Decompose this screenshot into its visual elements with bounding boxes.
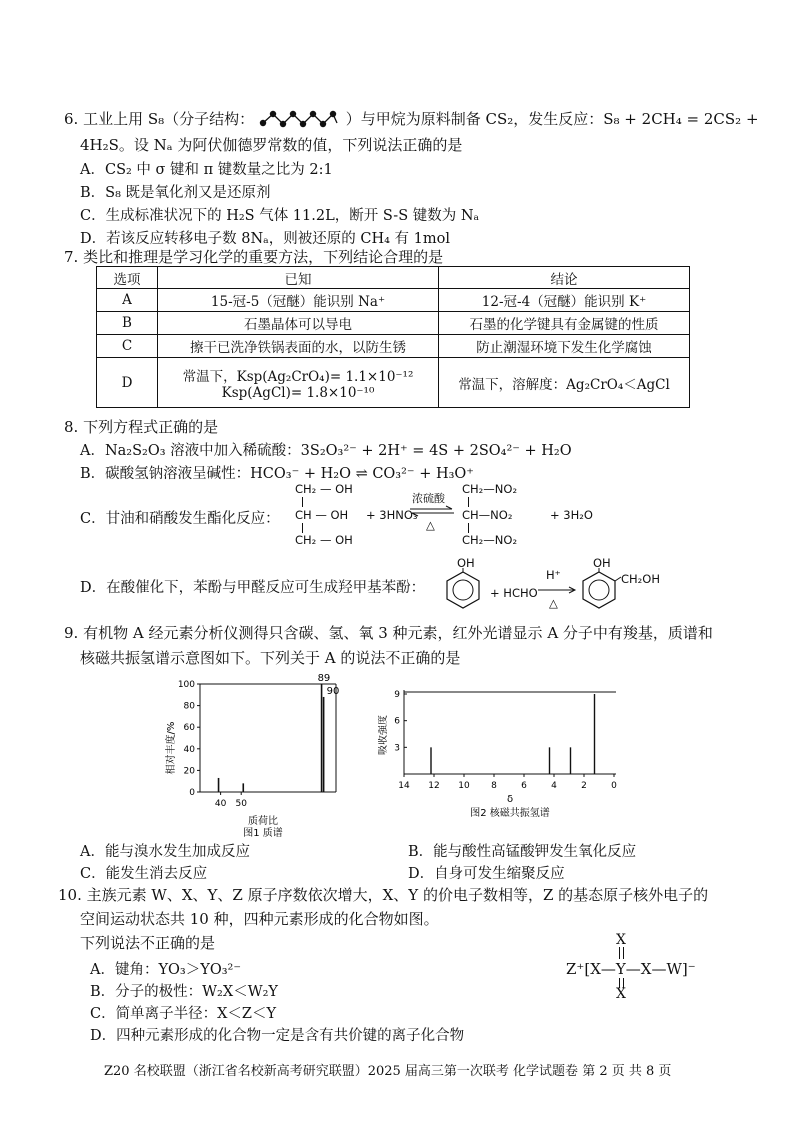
table-cell: B [97, 312, 158, 335]
q9-stem-line1: 9. 有机物 A 经元素分析仪测得只含碳、氢、氧 3 种元素，红外光谱显示 A 分子中有羧基，质谱和 [64, 624, 713, 642]
q7-number: 7. [64, 248, 79, 266]
q7-stem: 7. 类比和推理是学习化学的重要方法，下列结论合理的是 [64, 248, 444, 266]
table-row [97, 335, 690, 358]
water-product: + 3H₂O [550, 508, 593, 522]
q10-option-c: C．简单离子半径：X＜Z＜Y [90, 1006, 277, 1022]
table-cell: 防止潮湿环境下发生化学腐蚀 [439, 335, 690, 358]
table-cell: C [97, 335, 158, 358]
nmr-title: 图2 核磁共振氢谱 [470, 808, 550, 819]
product-oh-label: OH [593, 556, 611, 570]
q9-option-a: A．能与溴水发生加成反应 [80, 844, 250, 860]
q6-stem-line2: 4H₂S。设 Nₐ 为阿伏伽德罗常数的值，下列说法正确的是 [80, 136, 463, 154]
q10-stem-line2: 空间运动状态共 10 种，四种元素形成的化合物如图。 [80, 910, 439, 928]
x-tick-label: 2 [581, 781, 587, 791]
table-cell: 15-冠-5（冠醚）能识别 Na⁺ [158, 289, 439, 312]
y-tick-label: 3 [394, 743, 400, 754]
q8-option-d: D．在酸催化下，苯酚与甲醛反应可生成羟甲基苯酚： [80, 580, 426, 596]
glycerol-line3: CH₂ — OH [295, 533, 353, 547]
ms-peak-label: 89 [317, 673, 331, 684]
q6-option-d: D．若该反应转移电子数 8Nₐ，则被还原的 CH₄ 有 1mol [80, 231, 450, 247]
phenol-ring-icon [443, 568, 483, 610]
x-tick-label: 12 [428, 781, 440, 791]
acid-catalyst: H⁺ [546, 568, 561, 582]
hydroxymethylphenol-ring-icon [579, 568, 623, 610]
glycerol-line1: CH₂ — OH [295, 482, 353, 496]
nmr-ylabel: 吸收强度 [378, 715, 389, 755]
x-tick-label: 14 [398, 781, 410, 791]
nitrate-line1: CH₂—NO₂ [462, 482, 518, 496]
q9-option-d: D．自身可发生缩聚反应 [408, 866, 565, 882]
q9-stem-line2: 核磁共振氢谱示意图如下。下列关于 A 的说法不正确的是 [80, 649, 461, 667]
q8-number: 8. [64, 418, 79, 436]
q6-option-a: A．CS₂ 中 σ 键和 π 键数量之比为 2:1 [80, 162, 333, 178]
bond-line [468, 497, 469, 507]
table-header: 结论 [439, 267, 690, 289]
x-tick-label: 6 [521, 781, 527, 791]
mass-spec-ylabel: 相对丰度/% [166, 721, 177, 775]
table-cell: 石墨的化学键具有金属键的性质 [439, 312, 690, 335]
y-tick-label: 100 [177, 680, 195, 690]
x-tick-label: 4 [551, 781, 557, 791]
q9-number: 9. [64, 624, 79, 642]
q10-number: 10. [58, 886, 82, 904]
table-cell: 常温下，溶解度：Ag₂CrO₄＜AgCl [439, 358, 690, 408]
q6-option-b: B．S₈ 既是氧化剂又是还原剂 [80, 185, 271, 201]
table-cell: D [97, 358, 158, 408]
table-cell: 常温下，Ksp(Ag₂CrO₄)= 1.1×10⁻¹² Ksp(AgCl)= 1.8×10⁻¹⁰ [158, 358, 439, 408]
mass-spec-title: 图1 质谱 [243, 828, 283, 839]
q6-option-c: C．生成标准状况下的 H₂S 气体 11.2L，断开 S-S 键数为 Nₐ [80, 208, 480, 224]
heat-symbol-d: △ [549, 596, 558, 610]
nmr-xlabel: δ [506, 794, 514, 805]
table-row [97, 312, 690, 335]
mass-spec-xlabel: 质荷比 [248, 816, 278, 827]
y-tick-label: 6 [394, 716, 400, 727]
table-header: 已知 [158, 267, 439, 289]
q10-option-a: A．键角：YO₃＞YO₃²⁻ [90, 962, 241, 978]
compound-x-bottom: X [616, 986, 626, 1002]
table-cell: 擦干已洗净铁锅表面的水，以防生锈 [158, 335, 439, 358]
bond-line [302, 523, 303, 533]
mass-spectrum-chart [160, 672, 340, 840]
ms-peak-label: 90 [326, 685, 340, 697]
q6-stem-line1: 6. 工业上用 S₈（分子结构： ）与甲烷为原料制备 CS₂，发生反应：S₈ + 2CH₄ = 2CS₂ + [64, 108, 759, 131]
x-tick-label: 8 [491, 781, 497, 791]
q10-option-d: D．四种元素形成的化合物一定是含有共价键的离子化合物 [90, 1028, 465, 1044]
compound-x-top: X [616, 932, 626, 948]
q8-option-a: A．Na₂S₂O₃ 溶液中加入稀硫酸：3S₂O₃²⁻ + 2H⁺ = 4S + 2SO₄²⁻ + H₂O [80, 443, 572, 459]
q8-option-c: C．甘油和硝酸发生酯化反应： [80, 511, 280, 527]
double-bond [619, 947, 624, 959]
table-cell: 12-冠-4（冠醚）能识别 K⁺ [439, 289, 690, 312]
y-tick-label: 60 [183, 723, 195, 734]
x-tick-label: 50 [235, 799, 247, 809]
q6-number: 6. [64, 110, 79, 128]
table-header-row [97, 267, 690, 289]
q10-option-b: B．分子的极性：W₂X＜W₂Y [90, 984, 278, 1000]
q10-stem-line1: 10. 主族元素 W、X、Y、Z 原子序数依次增大，X、Y 的价电子数相等，Z 的基态原子核外电子的 [58, 886, 709, 904]
table-cell: 石墨晶体可以导电 [158, 312, 439, 335]
s8-structure-icon [259, 109, 341, 131]
phenol-oh-label: OH [457, 556, 475, 570]
q8-option-b: B．碳酸氢钠溶液呈碱性：HCO₃⁻ + H₂O ⇌ CO₃²⁻ + H₃O⁺ [80, 466, 474, 482]
x-tick-label: 0 [611, 781, 617, 791]
nmr-spectrum-chart [378, 680, 628, 820]
nitrate-line3: CH₂—NO₂ [462, 533, 518, 547]
hcho-reagent: + HCHO [490, 586, 538, 600]
q9-option-c: C．能发生消去反应 [80, 866, 208, 882]
y-tick-label: 40 [183, 744, 195, 755]
table-cell: A [97, 289, 158, 312]
compound-formula: Z⁺[X—Y—X—W]⁻ [566, 960, 696, 978]
product-ch2oh-label: CH₂OH [621, 572, 660, 586]
hno3-reagent: + 3HNO₃ [366, 508, 418, 522]
q9-option-b: B．能与酸性高锰酸钾发生氧化反应 [408, 844, 637, 860]
condition-conc-h2so4: 浓硫酸 [412, 492, 445, 505]
nitrate-line2: CH—NO₂ [462, 508, 513, 522]
y-tick-label: 20 [183, 766, 195, 777]
page-footer: Z20 名校联盟（浙江省名校新高考研究联盟）2025 届高三第一次联考 化学试题卷 第 2 页 共 8 页 [104, 1064, 672, 1079]
bond-line [302, 497, 303, 507]
heat-symbol: △ [426, 518, 435, 532]
q7-comparison-table [96, 266, 690, 408]
x-tick-label: 10 [458, 781, 470, 791]
q8-stem: 8. 下列方程式正确的是 [64, 418, 219, 436]
y-tick-label: 0 [189, 788, 195, 798]
table-row [97, 358, 690, 408]
table-row [97, 289, 690, 312]
table-header: 选项 [97, 267, 158, 289]
reaction-arrow-icon [537, 586, 577, 594]
y-tick-label: 80 [183, 701, 195, 712]
glycerol-line2: CH — OH [295, 508, 349, 522]
x-tick-label: 40 [214, 799, 227, 809]
bond-line [468, 523, 469, 533]
q10-stem-line3: 下列说法不正确的是 [80, 934, 216, 952]
equilibrium-arrow-icon [408, 505, 456, 517]
y-tick-label: 9 [394, 690, 400, 700]
